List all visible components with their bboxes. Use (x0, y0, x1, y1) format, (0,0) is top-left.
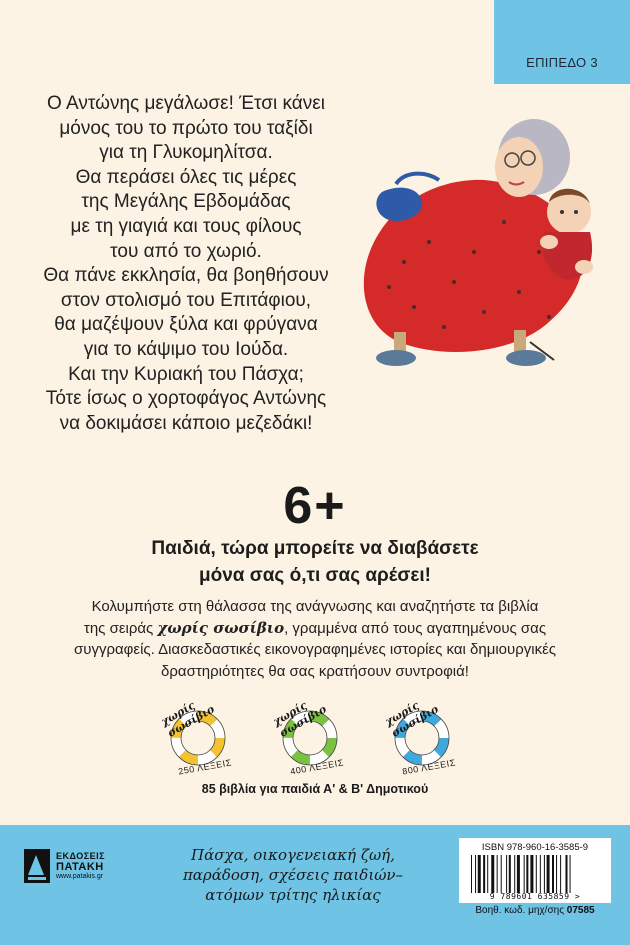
series-desc-line (0, 618, 630, 640)
barcode-bar (530, 855, 533, 893)
themes-line: παράδοση, σχέσεις παιδιών– (182, 866, 404, 884)
isbn-text: ISBN 978-960-16-3585-9 (481, 842, 589, 853)
barcode-bar (501, 855, 502, 893)
lifebuoy-badge-250 (158, 696, 238, 776)
barcode-bar (471, 855, 472, 893)
barcode-bar (514, 855, 515, 893)
blurb-line: Θα περάσει όλες τις μέρες (75, 166, 297, 188)
series-name: χωρίς σωσίβιο (157, 618, 285, 637)
blurb-text (0, 92, 372, 436)
publisher-logo (22, 837, 112, 893)
slogan (0, 535, 630, 589)
blurb-line: να δοκιμάσει κάποιο μεζεδάκι! (59, 412, 313, 434)
themes-line: ατόμων τρίτης ηλικίας (205, 886, 381, 904)
blurb-line: Θα πάνε εκκλησία, θα βοηθήσουν (43, 265, 329, 287)
barcode-bar (547, 855, 550, 893)
publisher-line1: ΕΚΔΟΣΕΙΣ (56, 850, 106, 861)
code-number: 07585 (566, 905, 595, 916)
badge-words: 250 ΛΕΞΕΙΣ (177, 757, 233, 777)
badge-title: χωρίς σωσίβιο (158, 698, 217, 740)
lifebuoy-badges (0, 696, 630, 786)
internal-code (459, 905, 611, 916)
barcode-bar (556, 855, 557, 893)
lifebuoy-badge-800 (382, 696, 462, 776)
lifebuoy-badge-400 (270, 696, 350, 776)
blurb-line: της Μεγάλης Εβδομάδας (81, 191, 291, 213)
barcode-box (459, 838, 611, 903)
badge-words: 400 ΛΕΞΕΙΣ (289, 757, 345, 777)
publisher-text (56, 851, 105, 880)
barcode-icon (469, 855, 603, 893)
series-desc-line: δραστηριότητες θα σας κρατήσουν συντροφιά! (161, 662, 469, 680)
barcode-bar (524, 855, 525, 893)
level-label: ΕΠΙΠΕΔΟ 3 (526, 55, 598, 70)
series-desc-text: , γραμμένα από τους αγαπημένους σας (284, 619, 547, 637)
barcode-bar (566, 855, 568, 893)
themes-text (138, 845, 448, 905)
publisher-line2: ΠΑΤΑΚΗ (56, 860, 104, 873)
barcode-bar (506, 855, 507, 893)
barcode-digits: 9 789601 635859 > (489, 892, 581, 901)
grandmother-hugging-child-illustration (344, 92, 604, 374)
blurb-line: για τη Γλυκομηλίτσα. (99, 142, 273, 164)
barcode-bar (497, 855, 498, 893)
barcode-bar (544, 855, 545, 893)
barcode-bar (491, 855, 494, 893)
barcode-bar (478, 855, 481, 893)
blurb-line: με τη γιαγιά και τους φίλους (70, 215, 302, 237)
blurb-line: Ο Αντώνης μεγάλωσε! Έτσι κάνει (47, 93, 325, 114)
barcode-bar (526, 855, 528, 893)
themes-line: Πάσχα, οικογενειακή ζωή, (191, 846, 395, 864)
barcode-bar (552, 855, 554, 893)
barcode-bar (540, 855, 541, 893)
barcode-bar (570, 855, 571, 893)
series-desc-line: Κολυμπήστε στη θάλασσα της ανάγνωσης και αναζητήστε τα βιβλία (91, 598, 539, 615)
publisher-url: www.patakis.gr (56, 872, 104, 880)
barcode-bar (517, 855, 520, 893)
code-label: Βοηθ. κωδ. μηχ/σης (475, 905, 565, 916)
barcode-bar (509, 855, 511, 893)
badge-title: χωρίς σωσίβιο (382, 698, 441, 740)
publisher-emblem-icon (22, 845, 52, 885)
blurb-line: μόνος του το πρώτο του ταξίδι (59, 117, 313, 139)
level-tab (494, 0, 630, 84)
blurb-line: στον στολισμό του Επιτάφιου, (60, 289, 312, 311)
slogan-line: μόνα σας ό,τι σας αρέσει! (199, 565, 431, 586)
barcode-bar (536, 855, 537, 893)
series-desc-text: της σειράς (83, 619, 158, 637)
series-desc-line: συγγραφείς. Διασκεδαστικές εικονογραφημένες ιστορίες και δημιουργικές (73, 641, 557, 658)
series-description (0, 596, 630, 682)
badge-title: χωρίς σωσίβιο (270, 698, 329, 740)
slogan-line: Παιδιά, τώρα μπορείτε να διαβάσετε (151, 538, 479, 559)
age-recommendation: 6+ (283, 477, 347, 535)
blurb-line: Και την Κυριακή του Πάσχα; (68, 363, 304, 385)
blurb-line: Τότε ίσως ο χορτοφάγος Αντώνης (45, 388, 327, 410)
blurb-line: για το κάψιμο του Ιούδα. (83, 338, 289, 360)
barcode-bar (483, 855, 485, 893)
badge-words: 800 ΛΕΞΕΙΣ (401, 757, 457, 777)
books-note: 85 βιβλία για παιδιά Α' & Β' Δημοτικού (201, 782, 429, 796)
barcode-bar (487, 855, 488, 893)
barcode-bar (475, 855, 476, 893)
blurb-line: θα μαζέψουν ξύλα και φρύγανα (54, 314, 318, 336)
blurb-line: του από το χωριό. (110, 240, 262, 262)
barcode-bar (560, 855, 561, 893)
